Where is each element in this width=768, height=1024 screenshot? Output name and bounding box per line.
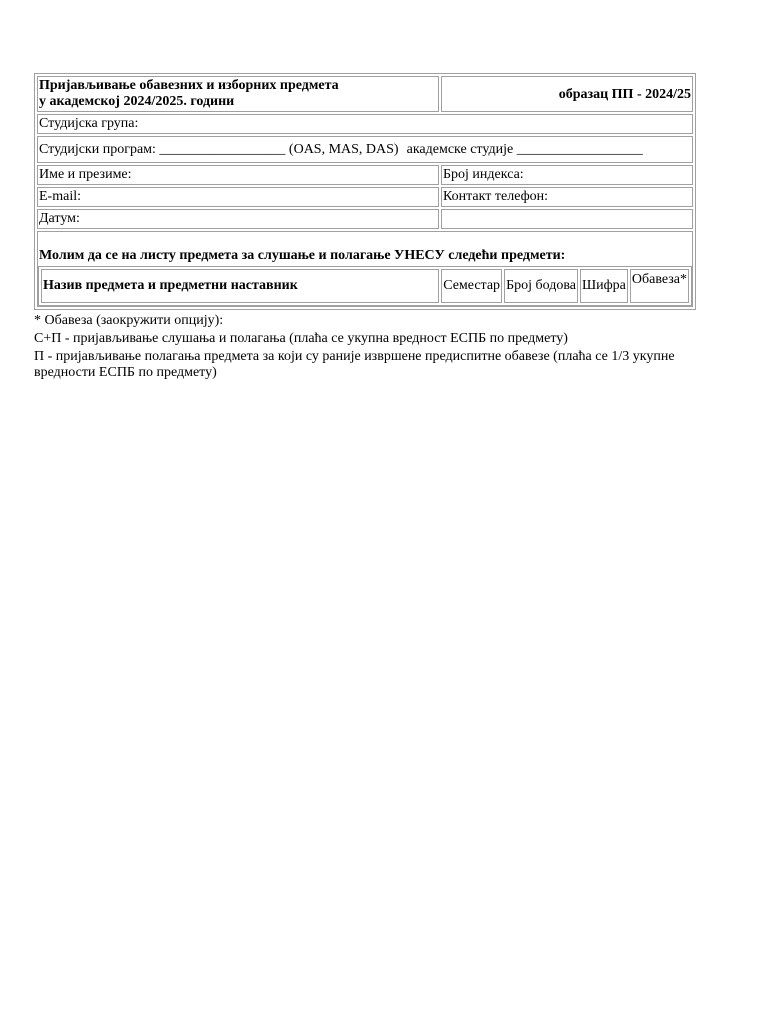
form-code: образац ПП - 2024/25 xyxy=(441,76,693,112)
study-program-field[interactable] xyxy=(37,136,693,163)
index-number-field[interactable]: Број индекса: xyxy=(441,165,693,185)
form-title-line1: Пријављивање обавезних и изборних предмета xyxy=(39,78,339,93)
form-title-cell xyxy=(37,76,439,112)
study-group-field[interactable]: Студијска група: xyxy=(37,114,693,134)
semester-header: Семестар xyxy=(441,269,502,303)
subjects-table xyxy=(38,266,692,306)
code-header: Шифра xyxy=(580,269,628,303)
request-text: Молим да се на листу предмета за слушање и полагање УНЕСУ следећи предмети: xyxy=(39,248,566,263)
study-program-suffix: академске студије __________________ xyxy=(406,141,643,157)
note-listen-and-exam: С+П - пријављивање слушања и полагања (плаћа се укупна вредност ЕСПБ по предмету) xyxy=(34,331,568,346)
obligation-header: Обавеза* xyxy=(630,269,689,303)
full-name-field[interactable]: Име и презиме: xyxy=(37,165,439,185)
form-table xyxy=(34,73,696,310)
email-field[interactable]: E-mail: xyxy=(37,187,439,207)
subject-name-header: Назив предмета и предметни наставник xyxy=(41,269,439,303)
date-field[interactable]: Датум: xyxy=(37,209,439,229)
credits-header: Број бодова xyxy=(504,269,578,303)
notes xyxy=(34,313,694,381)
registration-form xyxy=(34,73,696,383)
note-obligation: * Обавеза (заокружити опцију): xyxy=(34,313,224,328)
phone-field[interactable]: Контакт телефон: xyxy=(441,187,693,207)
study-program-prefix: Студијски програм: __________________ (OAS, MAS, DAS) xyxy=(39,141,399,157)
subjects-header-row xyxy=(41,269,689,303)
empty-field xyxy=(441,209,693,229)
subjects-section xyxy=(37,231,693,307)
note-exam-only: П - пријављивање полагања предмета за који су раније извршене предиспитне обавезе (плаћа се 1/3 укупне вредности ЕСПБ по предмету) xyxy=(34,349,675,380)
form-title-line2: у академској 2024/2025. години xyxy=(39,94,235,109)
